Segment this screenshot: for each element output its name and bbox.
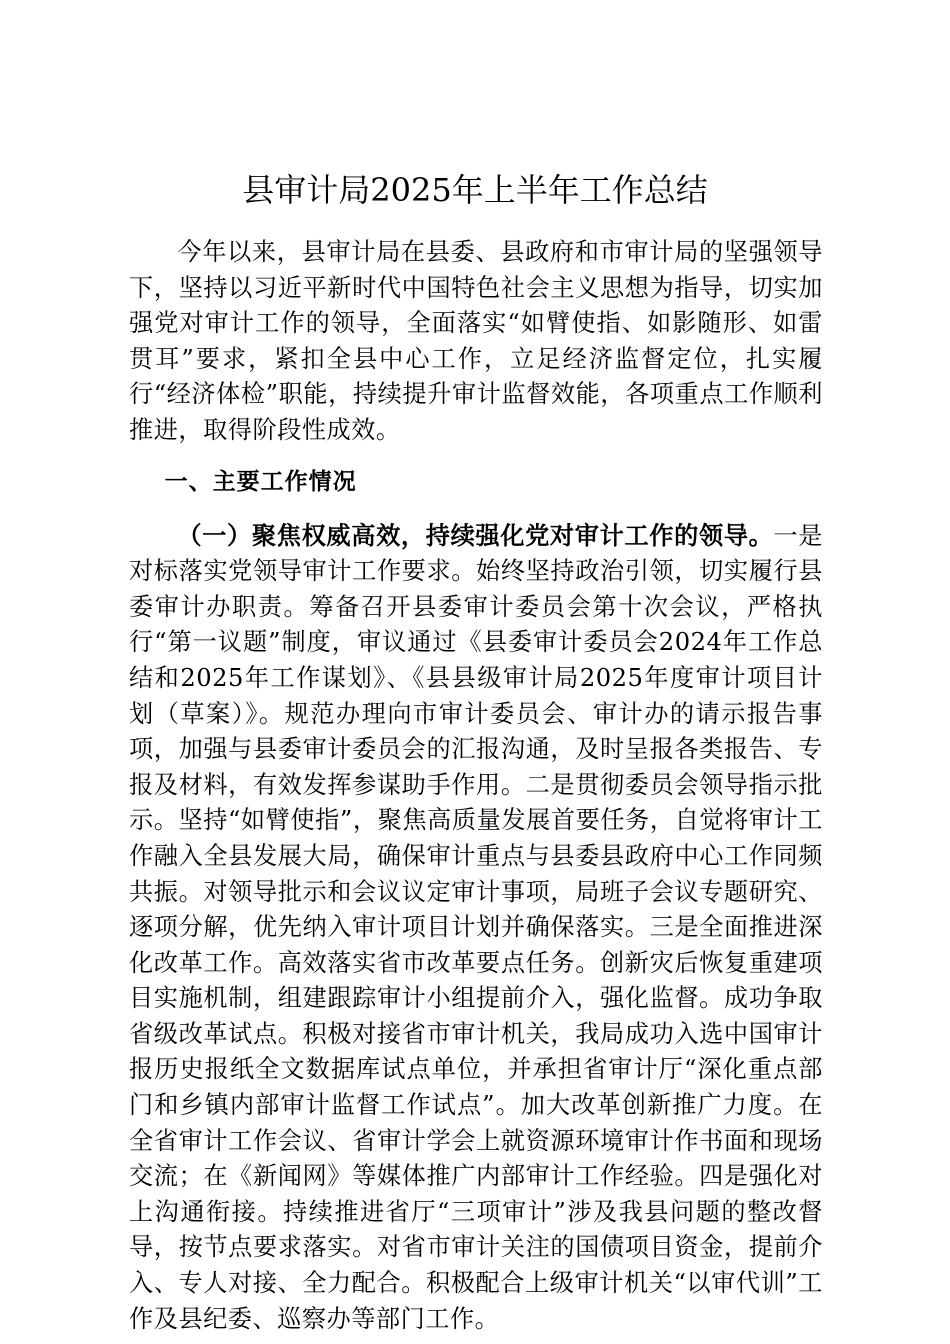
- subsection-body: 一是对标落实党领导审计工作要求。始终坚持政治引领，切实履行县委审计办职责。筹备召开县委审计委员会第十次会议，严格执行“第一议题”制度，审议通过《县委审计委员会2024年工作总结和2025年工作谋划》、《县县级审计局2025年度审计项目计划（草案）》。规范办理向市审计委员会、审计办的请示报告事项，加强与县委审计委员会的汇报沟通，及时呈报各类报告、专报及材料，有效发挥参谋助手作用。二是贯彻委员会领导指示批示。坚持“如臂使指”，聚焦高质量发展首要任务，自觉将审计工作融入全县发展大局，确保审计重点与县委县政府中心工作同频共振。对领导批示和会议议定审计事项，局班子会议专题研究、逐项分解，优先纳入审计项目计划并确保落实。三是全面推进深化改革工作。高效落实省市改革要点任务。创新灾后恢复重建项目实施机制，组建跟踪审计小组提前介入，强化监督。成功争取省级改革试点。积极对接省市审计机关，我局成功入选中国审计报历史报纸全文数据库试点单位，并承担省审计厅“深化重点部门和乡镇内部审计监督工作试点”。加大改革创新推广力度。在全省审计工作会议、省审计学会上就资源环境审计作书面和现场交流；在《新闻网》等媒体推广内部审计工作经验。四是强化对上沟通衔接。持续推进省厅“三项审计”涉及我县问题的整改督导，按节点要求落实。对省市审计关注的国债项目资金，提前介入、专人对接、全力配合。积极配合上级审计机关“以审代训”工作及县纪委、巡察办等部门工作。: [129, 521, 823, 1333]
- spacer: [129, 449, 823, 465]
- subsection-heading: （一）聚焦权威高效，持续强化党对审计工作的领导。: [177, 520, 774, 550]
- section-heading: 一、主要工作情况: [164, 468, 357, 495]
- spacer: [129, 500, 823, 518]
- intro-paragraph: 今年以来，县审计局在县委、县政府和市审计局的坚强领导下，坚持以习近平新时代中国特色社会主义思想为指导，切实加强党对审计工作的领导，全面落实“如臂使指、如影随形、如雷贯耳”要求，紧扣全县中心工作，立足经济监督定位，扎实履行“经济体检”职能，持续提升审计监督效能，各项重点工作顺利推进，取得阶段性成效。: [129, 238, 823, 444]
- document-body: [129, 235, 823, 1337]
- subsection-paragraph: [129, 518, 823, 1338]
- document-title: 县审计局2025年上半年工作总结: [242, 171, 708, 209]
